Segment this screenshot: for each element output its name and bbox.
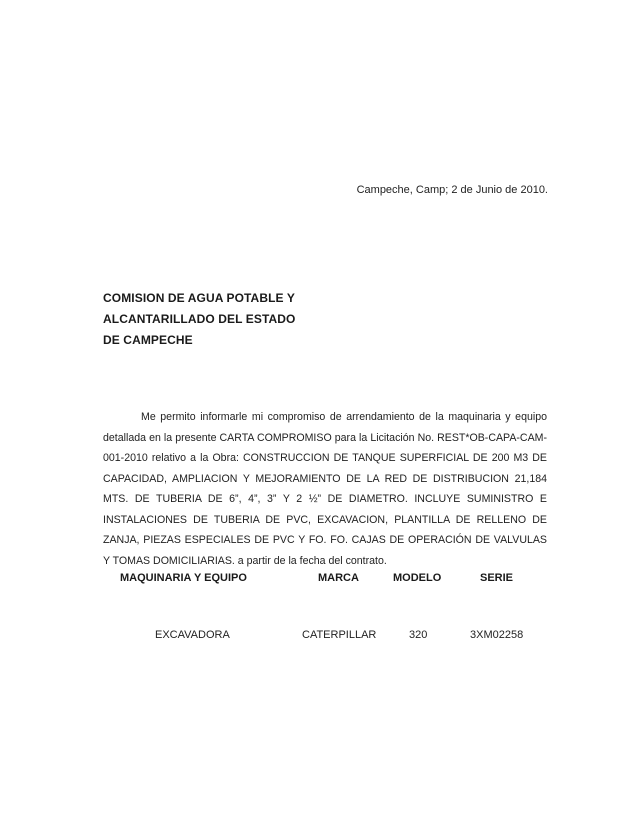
addressee-line: DE CAMPECHE	[103, 333, 193, 347]
addressee-line: COMISION DE AGUA POTABLE Y	[103, 291, 295, 305]
table-cell-machinery: EXCAVADORA	[155, 629, 230, 641]
table-header-model: MODELO	[393, 572, 442, 584]
table-cell-serial: 3XM02258	[470, 629, 524, 641]
table-cell-brand: CATERPILLAR	[302, 629, 377, 641]
addressee-line: ALCANTARILLADO DEL ESTADO	[103, 312, 296, 326]
table-header-brand: MARCA	[318, 572, 359, 584]
letter-body: Me permito informarle mi compromiso de arrendamiento de la maquinaria y equipo detallada en la presente CARTA COMPROMISO para la Licitación No. REST*OB-CAPA-CAM-001-2010 relativo a la Obra: CONSTRUCCION DE TANQUE SUPERFICIAL DE 200 M3 DE CAPACIDAD, AMPLIACION Y MEJORAMIENTO DE LA RED DE DISTRIBUCION 21,184 MTS. DE TUBERIA DE 6”, 4”, 3” Y 2 ½” DE DIAMETRO. INCLUYE SUMINISTRO E INSTALACIONES DE TUBERIA DE PVC, EXCAVACION, PLANTILLA DE RELLENO DE ZANJA, PIEZAS ESPECIALES DE PVC Y FO. FO. CAJAS DE OPERACIÓN DE VALVULAS Y TOMAS DOMICILIARIAS. a partir de la fecha del contrato.	[103, 411, 547, 567]
table-header-machinery: MAQUINARIA Y EQUIPO	[120, 572, 247, 584]
addressee-block	[103, 288, 403, 351]
date-line: Campeche, Camp; 2 de Junio de 2010.	[356, 184, 548, 196]
table-cell-model: 320	[409, 629, 428, 641]
table-header-serial: SERIE	[480, 572, 514, 584]
